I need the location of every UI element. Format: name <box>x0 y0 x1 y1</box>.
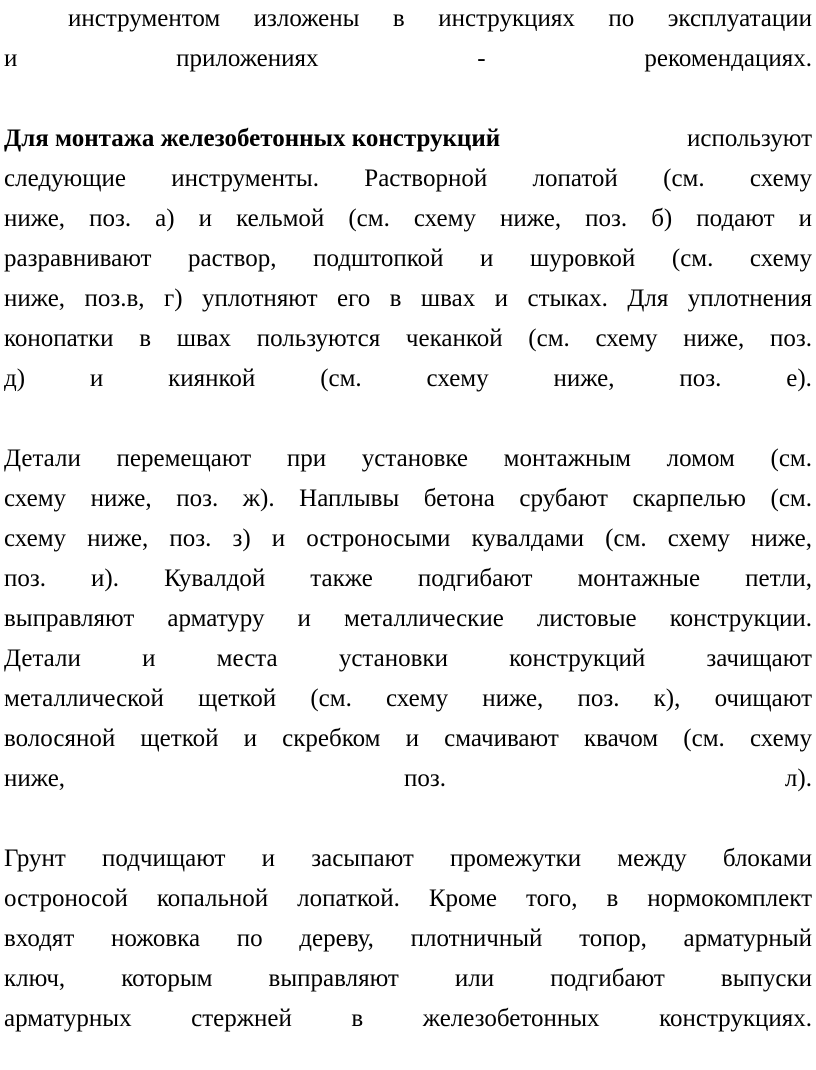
text-line <box>4 364 812 394</box>
text-line: ключ, которым выправляют или подгибают выпуски <box>4 965 812 992</box>
text-line: волосяной щеткой и скребком и смачивают квачом (см. схему <box>4 725 812 752</box>
line-word: Детали <box>4 645 81 672</box>
line-word: и <box>142 645 156 672</box>
text-line: остроносой копальной лопаткой. Кроме того, в нормокомплект <box>4 885 812 912</box>
bold-lead-text: Для монтажа железобетонных конструкций <box>4 125 501 152</box>
text-line: выправляют арматуру и металлические листовые конструкции. <box>4 605 812 632</box>
line-word: (см. <box>320 365 362 392</box>
text-line: арматурных стержней в железобетонных конструкциях. <box>4 1005 812 1032</box>
line-word: рекомендациях. <box>644 45 812 72</box>
text-line <box>4 644 812 674</box>
text-line <box>4 764 812 794</box>
text-line: металлической щеткой (см. схему ниже, поз. к), очищают <box>4 685 812 712</box>
line-word: и <box>4 45 18 72</box>
line-word: зачищают <box>706 645 812 672</box>
paragraph-gap <box>4 804 812 834</box>
text-line: схему ниже, поз. з) и остроносыми кувалдами (см. схему ниже, <box>4 525 812 552</box>
text-line: Грунт подчищают и засыпают промежутки между блоками <box>4 845 812 872</box>
line-word: используют <box>686 125 812 152</box>
text-line: конопатки в швах пользуются чеканкой (см. схему ниже, поз. <box>4 325 812 352</box>
text-line: ниже, поз. а) и кельмой (см. схему ниже, поз. б) подают и <box>4 205 812 232</box>
text-line: инструментом изложены в инструкциях по эксплуатации <box>68 5 812 32</box>
text-line <box>4 44 812 74</box>
line-word: - <box>477 45 486 72</box>
paragraph-gap <box>4 84 812 114</box>
line-word: е). <box>786 365 812 392</box>
text-line: Детали перемещают при установке монтажным ломом (см. <box>4 445 812 472</box>
text-line: поз. и). Кувалдой также подгибают монтажные петли, <box>4 565 812 592</box>
line-word: схему <box>426 365 489 392</box>
line-word: ниже, <box>4 765 66 792</box>
text-line <box>4 124 812 154</box>
line-word: ниже, <box>553 365 615 392</box>
line-word: киянкой <box>168 365 256 392</box>
paragraph-gap <box>4 404 812 434</box>
line-word: и <box>89 365 104 392</box>
line-word: места <box>216 645 278 672</box>
line-word: д) <box>4 365 26 392</box>
line-word: конструкций <box>509 645 646 672</box>
text-line: следующие инструменты. Растворной лопатой (см. схему <box>4 165 812 192</box>
line-word: поз. <box>403 765 446 792</box>
text-line: ниже, поз.в, г) уплотняют его в швах и стыках. Для уплотнения <box>4 285 812 312</box>
line-word: установки <box>338 645 448 672</box>
line-word: л). <box>784 765 812 792</box>
text-line: схему ниже, поз. ж). Наплывы бетона срубают скарпелью (см. <box>4 485 812 512</box>
text-line: разравнивают раствор, подштопкой и шуровкой (см. схему <box>4 245 812 272</box>
text-line: входят ножовка по дереву, плотничный топор, арматурный <box>4 925 812 952</box>
line-word: приложениях <box>176 45 319 72</box>
line-word: поз. <box>679 365 722 392</box>
